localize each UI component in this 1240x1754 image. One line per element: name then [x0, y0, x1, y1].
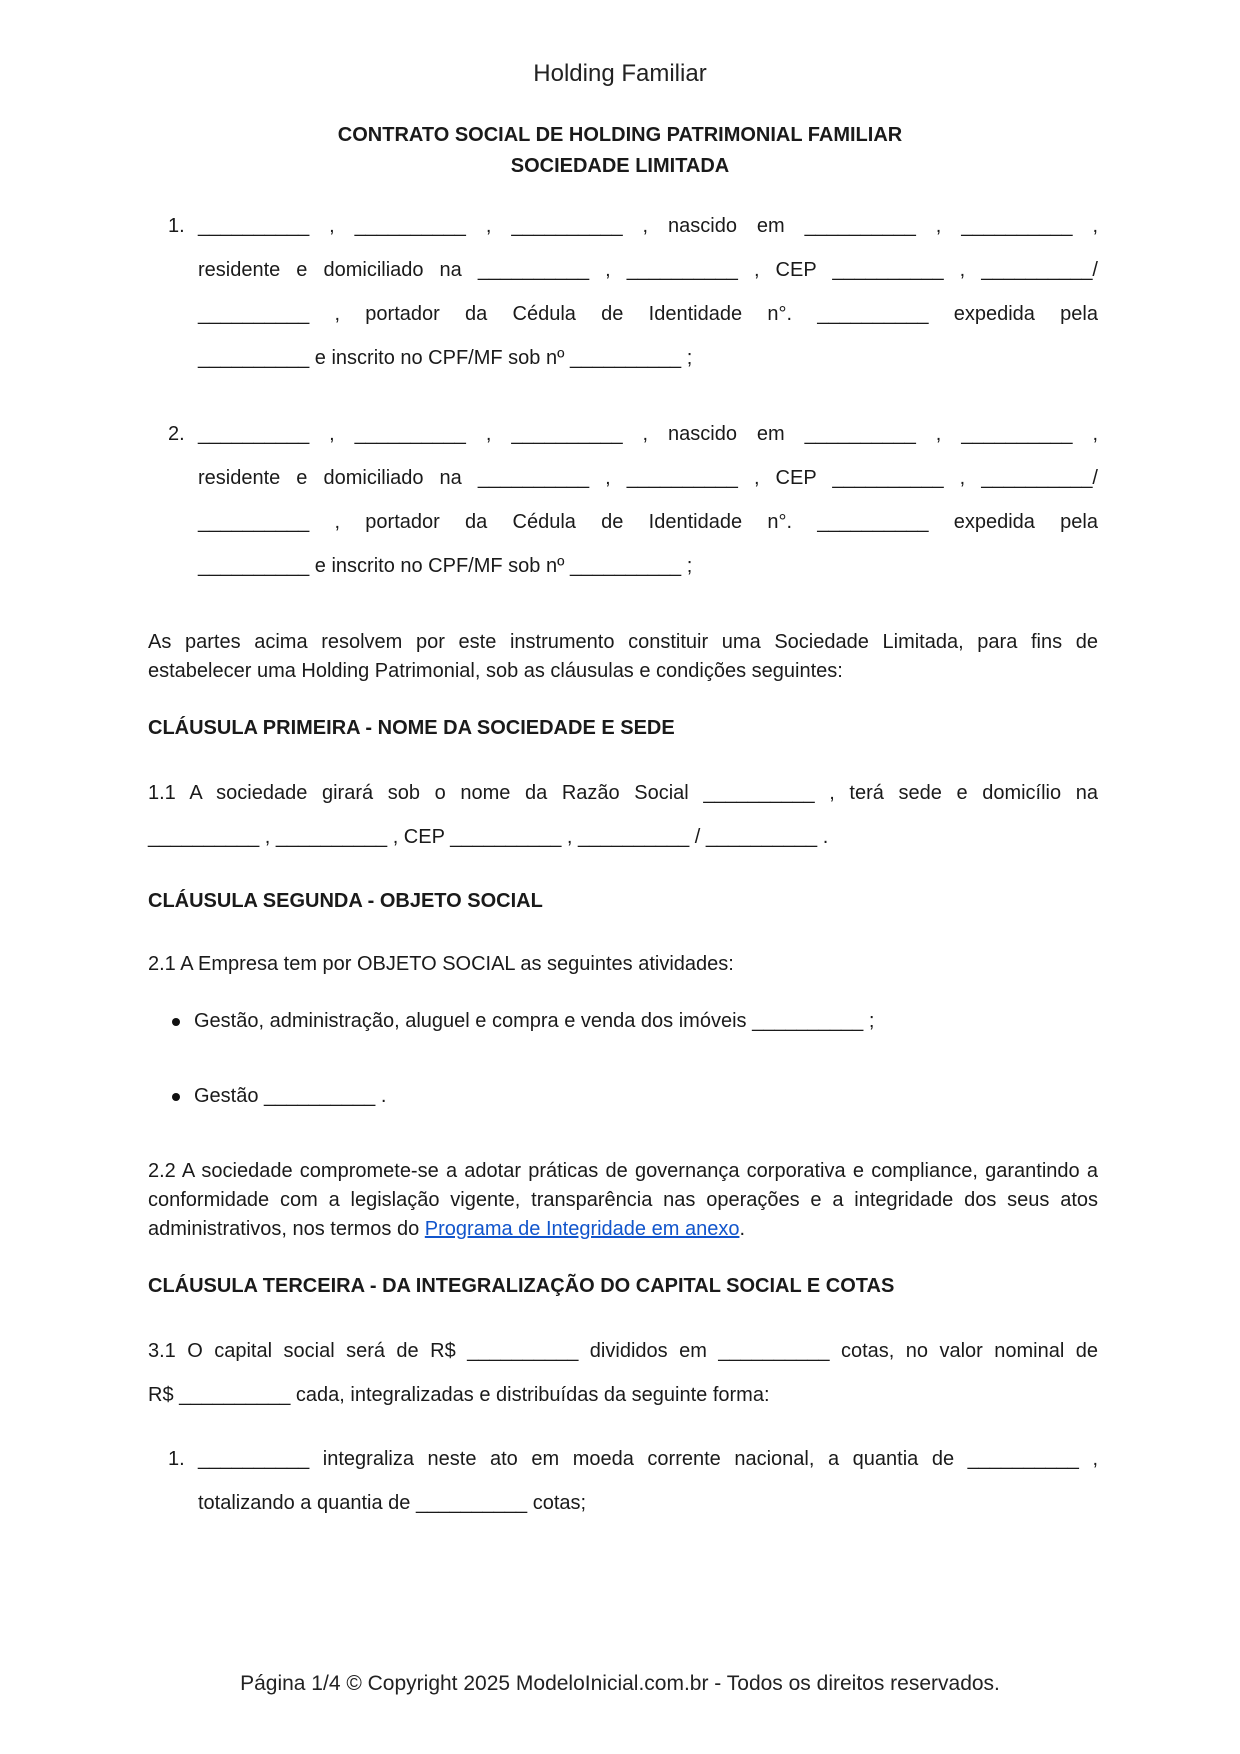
- party-2: [148, 420, 1098, 588]
- party-line: __________ , portador da Cédula de Identidade n°. __________ expedida pela: [198, 511, 1098, 533]
- item-line: totalizando a quantia de __________ cotas;: [198, 1492, 587, 1514]
- document-content: [148, 212, 1098, 1565]
- clause-line: 1.1 A sociedade girará sob o nome da Razão Social __________ , terá sede e domicílio na: [148, 782, 1098, 804]
- party-text: [198, 412, 1098, 588]
- bullet-icon: [172, 1018, 180, 1026]
- clause-3-heading: CLÁUSULA TERCEIRA - DA INTEGRALIZAÇÃO DO CAPITAL SOCIAL E COTAS: [148, 1275, 895, 1297]
- intro-paragraph: As partes acima resolvem por este instrumento constituir uma Sociedade Limitada, para fins de estabelecer uma Holding Patrimonial, sob as cláusulas e condições seguintes:: [148, 631, 1098, 682]
- party-1: [148, 212, 1098, 380]
- clause-2-paragraph-1: 2.1 A Empresa tem por OBJETO SOCIAL as seguintes atividades:: [148, 953, 734, 975]
- bullet-icon: [172, 1093, 180, 1101]
- party-line: __________ , __________ , __________ , nascido em __________ , __________ ,: [198, 423, 1098, 445]
- party-line: __________ , portador da Cédula de Identidade n°. __________ expedida pela: [198, 303, 1098, 325]
- party-line: residente e domiciliado na __________ , __________ , CEP __________ , __________/: [198, 259, 1098, 281]
- party-text: [198, 204, 1098, 380]
- clause-1-heading: CLÁUSULA PRIMEIRA - NOME DA SOCIEDADE E SEDE: [148, 717, 675, 739]
- clause-2-paragraph-2: [148, 1157, 1098, 1244]
- integrity-program-link[interactable]: Programa de Integridade em anexo: [424, 1218, 740, 1240]
- contribution-item: [148, 1445, 1098, 1525]
- party-number: 1.: [168, 215, 185, 237]
- document-title-line1: CONTRATO SOCIAL DE HOLDING PATRIMONIAL FAMILIAR: [337, 124, 903, 146]
- clause-line: __________ , __________ , CEP __________ , __________ / __________ .: [148, 826, 829, 848]
- party-number: 2.: [168, 423, 185, 445]
- clause-text-end: .: [739, 1218, 745, 1240]
- list-item-text: Gestão, administração, aluguel e compra e venda dos imóveis __________ ;: [194, 1010, 875, 1032]
- page-header: Holding Familiar: [533, 60, 707, 87]
- clause-line: 3.1 O capital social será de R$ __________ divididos em __________ cotas, no valor nominal de: [148, 1340, 1098, 1362]
- clause-3-paragraph: [148, 1329, 1098, 1417]
- party-line: residente e domiciliado na __________ , __________ , CEP __________ , __________/: [198, 467, 1098, 489]
- page-footer: Página 1/4 © Copyright 2025 ModeloInicial.com.br - Todos os direitos reservados.: [240, 1672, 1000, 1695]
- party-line: __________ , __________ , __________ , nascido em __________ , __________ ,: [198, 215, 1098, 237]
- clause-1-paragraph: [148, 771, 1098, 859]
- party-line: __________ e inscrito no CPF/MF sob nº __________ ;: [198, 347, 693, 369]
- item-text: [198, 1437, 1098, 1525]
- item-line: __________ integraliza neste ato em moeda corrente nacional, a quantia de __________ ,: [198, 1448, 1098, 1470]
- list-item: [148, 1082, 1098, 1111]
- list-item-text: Gestão __________ .: [194, 1085, 387, 1107]
- clause-line: R$ __________ cada, integralizadas e distribuídas da seguinte forma:: [148, 1384, 770, 1406]
- document-title-line2: SOCIEDADE LIMITADA: [510, 155, 730, 177]
- clause-2-heading: CLÁUSULA SEGUNDA - OBJETO SOCIAL: [148, 890, 543, 912]
- list-item: [148, 1007, 1098, 1036]
- objects-list: [148, 1007, 1098, 1111]
- document-title: [0, 120, 1240, 182]
- item-number: 1.: [168, 1448, 185, 1470]
- party-line: __________ e inscrito no CPF/MF sob nº __________ ;: [198, 555, 693, 577]
- clause-text: 2.2 A sociedade compromete-se a adotar práticas de governança corporativa e compliance, garantindo a conformidade com a legislação vigente, transparência nas operações e a integridade dos seus atos administrativos, nos termos do: [148, 1160, 1098, 1240]
